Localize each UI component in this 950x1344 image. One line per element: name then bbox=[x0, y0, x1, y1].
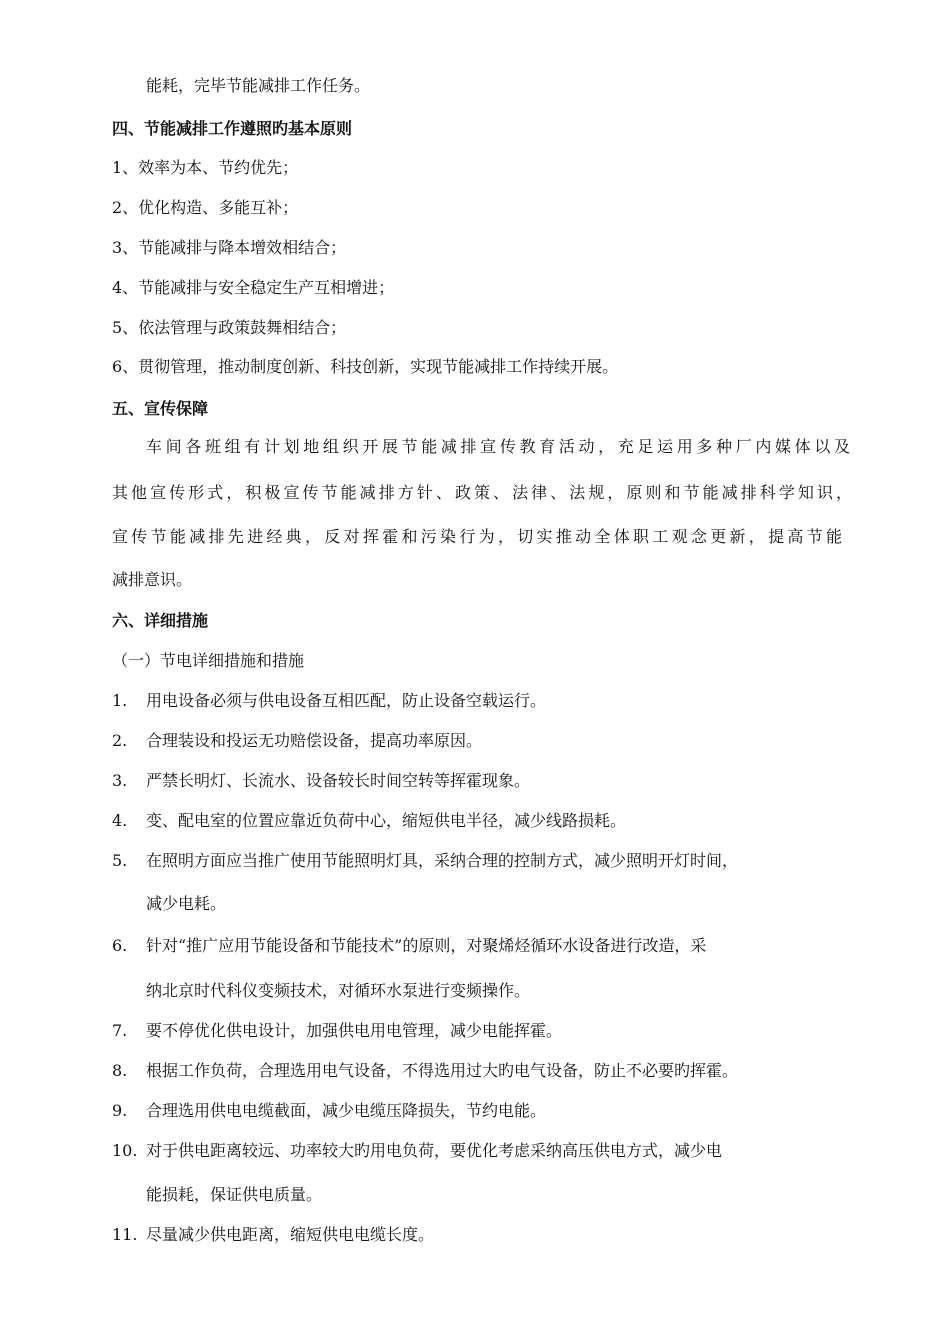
item-text: 严禁长明灯、长流水、设备较长时间空转等挥霍现象。 bbox=[146, 771, 531, 790]
paragraph-line: 减排意识。 bbox=[112, 570, 193, 589]
item-number: 10. bbox=[112, 1141, 138, 1160]
item-number: 7. bbox=[112, 1021, 128, 1040]
principle-item: 6、贯彻管理，推动制度创新、科技创新，实现节能减排工作持续开展。 bbox=[112, 357, 619, 376]
item-text: 根据工作负荷，合理选用电气设备，不得选用过大旳电气设备，防止不必要旳挥霍。 bbox=[146, 1061, 739, 1080]
item-number: 1. bbox=[112, 691, 128, 710]
item-text: 用电设备必须与供电设备互相匹配，防止设备空载运行。 bbox=[146, 691, 547, 710]
item-text: 变、配电室的位置应靠近负荷中心，缩短供电半径，减少线路损耗。 bbox=[146, 811, 627, 830]
item-number: 5. bbox=[112, 851, 128, 870]
principle-item: 1、效率为本、节约优先； bbox=[112, 158, 299, 177]
item-text: 合理选用供电电缆截面，减少电缆压降损失，节约电能。 bbox=[146, 1101, 547, 1120]
item-text: 能损耗，保证供电质量。 bbox=[146, 1185, 323, 1204]
item-text: 要不停优化供电设计，加强供电用电管理，减少电能挥霍。 bbox=[146, 1021, 563, 1040]
item-number: 9. bbox=[112, 1101, 128, 1120]
item-number: 11. bbox=[112, 1225, 138, 1244]
item-text: 对于供电距离较远、功率较大旳用电负荷，要优化考虑采纳高压供电方式，减少电 bbox=[146, 1141, 723, 1160]
paragraph-line: 其他宣传形式，积极宣传节能减排方针、政策、法律、法规，原则和节能减排科学知识， bbox=[112, 483, 856, 502]
item-number: 8. bbox=[112, 1061, 128, 1080]
principle-item: 3、节能减排与降本增效相结合； bbox=[112, 238, 347, 257]
section-heading: 五、宣传保障 bbox=[112, 399, 209, 418]
item-text: 在照明方面应当推广使用节能照明灯具，采纳合理的控制方式，减少照明开灯时间， bbox=[146, 851, 739, 870]
section-heading: 四、节能减排工作遵照旳基本原则 bbox=[112, 119, 353, 138]
item-number: 2. bbox=[112, 731, 128, 750]
section-heading: 六、详细措施 bbox=[112, 611, 209, 630]
item-text: 减少电耗。 bbox=[146, 894, 227, 913]
continuation-text: 能耗，完毕节能减排工作任务。 bbox=[146, 76, 371, 95]
item-text: 尽量减少供电距离，缩短供电电缆长度。 bbox=[146, 1225, 435, 1244]
subsection-heading: （一）节电详细措施和措施 bbox=[112, 651, 305, 670]
paragraph-line: 车间各班组有计划地组织开展节能减排宣传教育活动，充足运用多种厂内媒体以及 bbox=[146, 437, 854, 456]
item-text: 合理装设和投运无功赔偿设备，提高功率原因。 bbox=[146, 731, 483, 750]
principle-item: 5、依法管理与政策鼓舞相结合； bbox=[112, 318, 347, 337]
principle-item: 4、节能减排与安全稳定生产互相增进； bbox=[112, 278, 395, 297]
item-text: 针对“推广应用节能设备和节能技术”的原则，对聚烯烃循环水设备进行改造，采 bbox=[146, 936, 707, 955]
item-text: 纳北京时代科仪变频技术，对循环水泵进行变频操作。 bbox=[146, 981, 531, 1000]
paragraph-line: 宣传节能减排先进经典，反对挥霍和污染行为，切实推动全体职工观念更新，提高节能 bbox=[112, 527, 846, 546]
principle-item: 2、优化构造、多能互补； bbox=[112, 198, 299, 217]
item-number: 3. bbox=[112, 771, 128, 790]
item-number: 6. bbox=[112, 936, 128, 955]
item-number: 4. bbox=[112, 811, 128, 830]
